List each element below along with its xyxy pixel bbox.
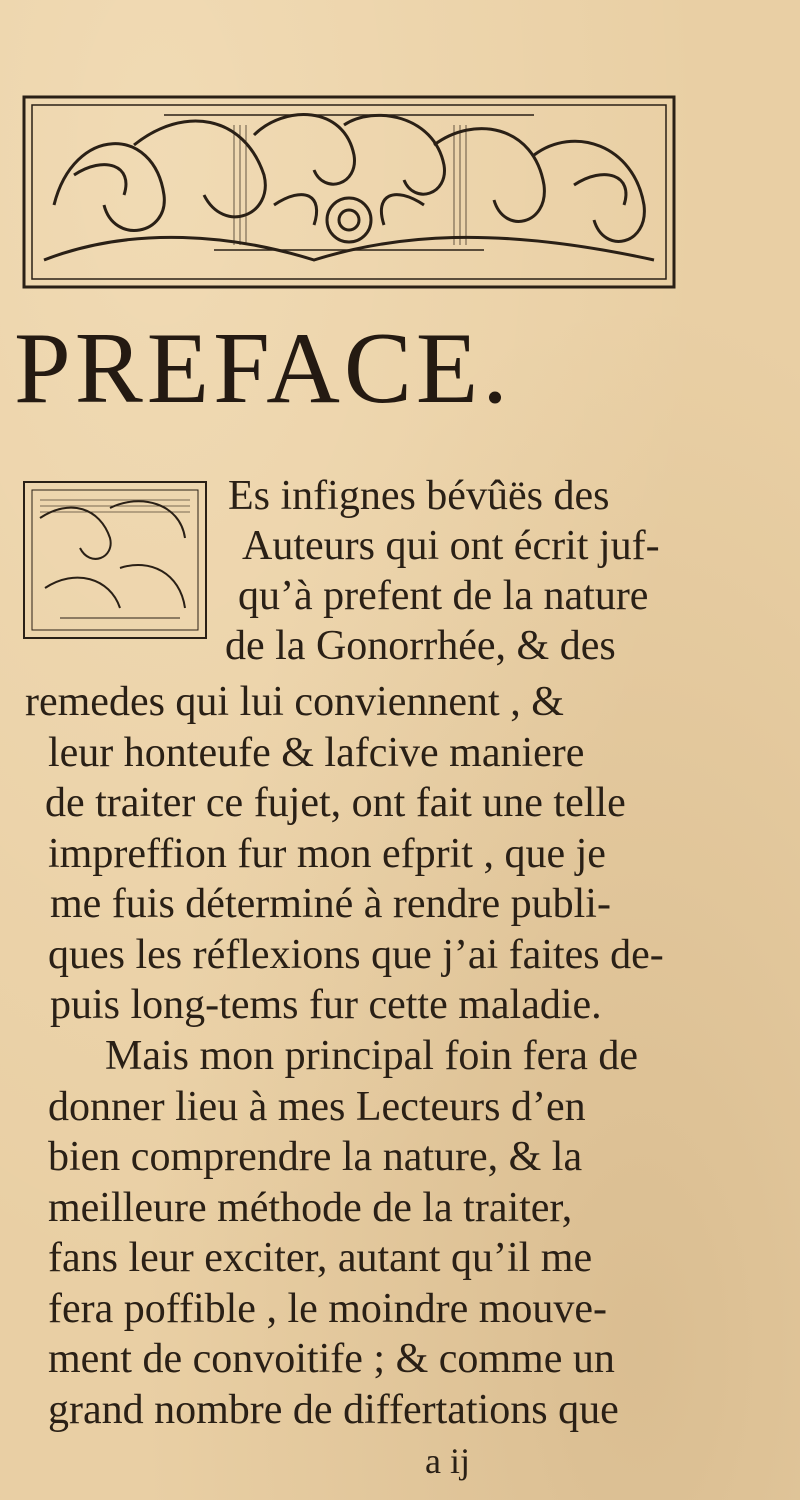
text-line: donner lieu à mes Lecteurs d’en: [48, 1084, 586, 1130]
text-line: Auteurs qui ont écrit juf-: [242, 523, 660, 569]
text-line: bien comprendre la nature, & la: [48, 1134, 583, 1180]
text-line: puis long-tems fur cette maladie.: [50, 982, 602, 1028]
signature-mark: a ij: [425, 1441, 470, 1481]
decorated-initial: [20, 478, 210, 643]
text-line: fans leur exciter, autant qu’il me: [48, 1235, 593, 1281]
text-line: leur honteufe & lafcive maniere: [48, 730, 585, 776]
text-line: qu’à prefent de la nature: [238, 573, 649, 619]
text-line: Mais mon principal foin fera de: [105, 1033, 638, 1079]
text-line: ques les réflexions que j’ai faites de-: [48, 932, 664, 978]
text-line: grand nombre de differtations que: [48, 1387, 619, 1433]
text-line: ment de convoitife ; & comme un: [48, 1336, 615, 1382]
text-line: remedes qui lui conviennent , &: [25, 679, 564, 725]
ornamental-headpiece: [14, 85, 684, 300]
text-line: impreffion fur mon efprit , que je: [48, 831, 606, 877]
text-line: me fuis déterminé à rendre publi-: [50, 881, 611, 927]
text-line: meilleure méthode de la traiter,: [48, 1185, 573, 1231]
text-line: Es infignes bévûës des: [228, 473, 610, 519]
text-line: de traiter ce fujet, ont fait une telle: [45, 780, 626, 826]
page-title: PREFACE.: [14, 312, 512, 425]
text-line: fera poffible , le moindre mouve-: [48, 1286, 608, 1332]
text-line: de la Gonorrhée, & des: [225, 623, 616, 669]
